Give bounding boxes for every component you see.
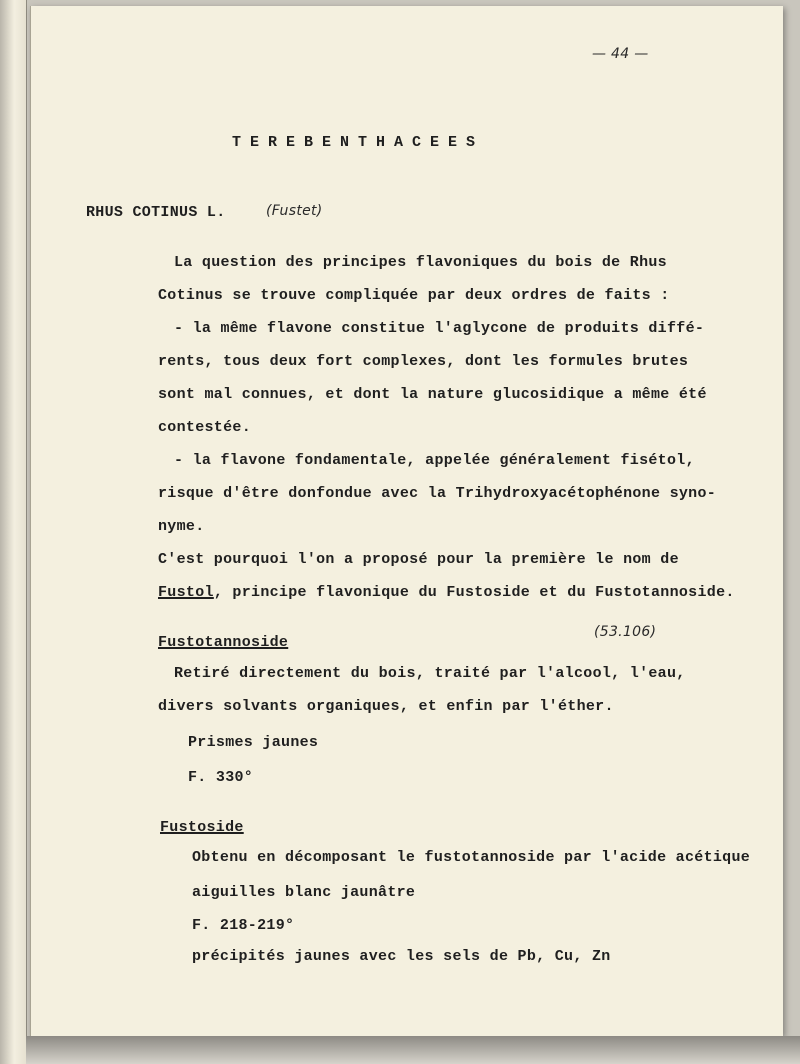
section1-line: Prismes jaunes <box>188 734 319 751</box>
intro-line: La question des principes flavoniques du bois de Rhus <box>174 254 667 271</box>
binder-edge <box>0 0 27 1064</box>
section1-line: F. 330° <box>188 769 254 786</box>
document-page <box>30 6 783 1036</box>
page-bottom-edge <box>26 1036 800 1064</box>
intro-line: - la flavone fondamentale, appelée généralement fisétol, <box>174 452 695 469</box>
species-handwritten-note: (Fustet) <box>266 203 323 219</box>
intro-line: risque d'être donfondue avec la Trihydroxyacétophénone syno- <box>158 485 717 502</box>
section-heading-fustotannoside: Fustotannoside <box>158 634 289 651</box>
page-number: — 44 — <box>592 46 649 62</box>
section2-line: aiguilles blanc jaunâtre <box>192 884 416 901</box>
reference-number: (53.106) <box>594 624 657 640</box>
intro-line: - la même flavone constitue l'aglycone de produits diffé- <box>174 320 705 337</box>
intro-line: contestée. <box>158 419 252 436</box>
section1-line: divers solvants organiques, et enfin par l'éther. <box>158 698 614 715</box>
section2-line: Obtenu en décomposant le fustotannoside par l'acide acétique <box>192 849 751 866</box>
fustol-line <box>158 584 735 601</box>
section2-line: précipités jaunes avec les sels de Pb, Cu, Zn <box>192 948 611 965</box>
intro-line: Cotinus se trouve compliquée par deux ordres de faits : <box>158 287 670 304</box>
species-name: RHUS COTINUS L. <box>86 204 226 221</box>
fustol-term: Fustol <box>158 584 214 601</box>
section-heading-fustoside: Fustoside <box>160 819 244 836</box>
section1-line: Retiré directement du bois, traité par l'alcool, l'eau, <box>174 665 686 682</box>
family-title: TEREBENTHACEES <box>232 134 485 151</box>
intro-line: rents, tous deux fort complexes, dont les formules brutes <box>158 353 689 370</box>
intro-line: nyme. <box>158 518 205 535</box>
fustol-line-rest: , principe flavonique du Fustoside et du Fustotannoside. <box>213 584 735 601</box>
intro-line: C'est pourquoi l'on a proposé pour la première le nom de <box>158 551 679 568</box>
intro-line: sont mal connues, et dont la nature glucosidique a même été <box>158 386 707 403</box>
section2-line: F. 218-219° <box>192 917 295 934</box>
